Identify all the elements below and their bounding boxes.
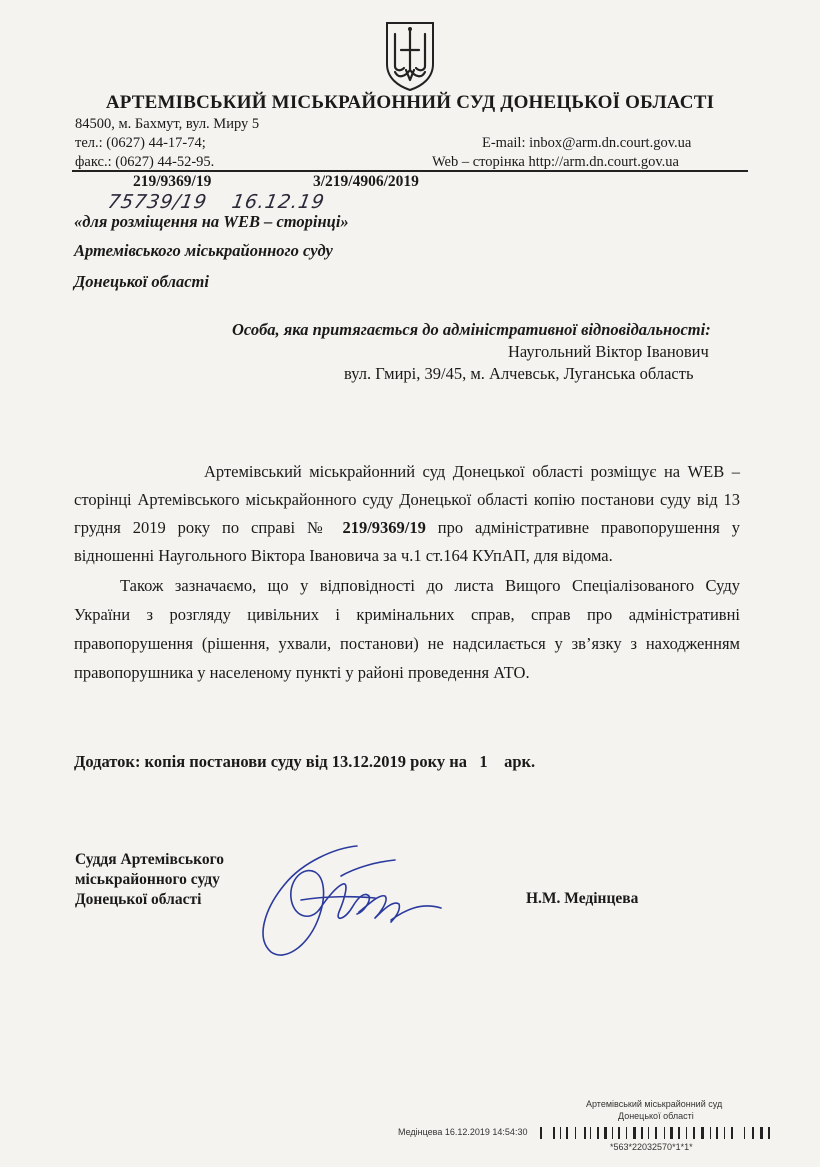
paragraph-1-line-2: сторінці Артемівського міськрайонного суду Донецької області копію постанови суду від 13 (74, 490, 740, 509)
stamp-court-line-2: Донецької області (618, 1111, 694, 1121)
case-number-inline: 219/9369/19 (342, 518, 426, 537)
court-website: Web – сторінка http://arm.dn.court.gov.ua (432, 154, 679, 170)
paragraph-1-line-3: грудня 2019 року по справі № 219/9369/19 про адміністративне правопорушення у (74, 518, 741, 537)
handwritten-registration-date: 16.12.19 (230, 191, 327, 213)
addressee-line-1: «для розміщення на WEB – сторінці» (74, 212, 349, 231)
person-name: Наугольний Віктор Іванович (508, 342, 709, 361)
paragraph-2-line-1: Також зазначаємо, що у відповідності до листа Вищого Спеціалізованого Суду (120, 576, 740, 595)
addressee-line-3: Донецької області (74, 272, 209, 291)
paragraph-2-line-2: України з розгляду цивільних і кримінальних справ, справ про адміністративні (74, 605, 740, 624)
person-label: Особа, яка притягається до адміністративної відповідальності: (232, 320, 711, 339)
barcode-text: *563*22032570*1*1* (610, 1142, 693, 1152)
judge-signature (245, 838, 445, 962)
header-divider (72, 170, 748, 172)
court-phone: тел.: (0627) 44-17-74; (75, 135, 206, 151)
court-name: АРТЕМІВСЬКИЙ МІСЬКРАЙОННИЙ СУД ДОНЕЦЬКОЇ ОБЛАСТІ (105, 92, 715, 113)
court-fax: факс.: (0627) 44-52-95. (75, 154, 215, 170)
handwritten-registration-number: 75739/19 (106, 191, 209, 213)
addressee-line-2: Артемівського міськрайонного суду (74, 241, 333, 260)
signer-name: Н.М. Медінцева (526, 890, 639, 907)
court-email: E-mail: inbox@arm.dn.court.gov.ua (482, 135, 692, 151)
case-number: 219/9369/19 (133, 173, 212, 190)
judge-title-line-1: Суддя Артемівського (75, 851, 225, 868)
paragraph-2-line-4: правопорушника у населеному пункті у районі проведення АТО. (74, 663, 530, 682)
person-address: вул. Гмирі, 39/45, м. Алчевськ, Луганська область (344, 364, 694, 383)
judge-title-line-2: міськрайонного суду (75, 871, 220, 888)
judge-title-line-3: Донецької області (75, 891, 202, 908)
outgoing-number: 3/219/4906/2019 (313, 173, 419, 190)
registrar-timestamp: Медінцева 16.12.2019 14:54:30 (398, 1127, 528, 1137)
attachment-note: Додаток: копія постанови суду від 13.12.2019 року на 1 арк. (74, 752, 536, 771)
court-address: 84500, м. Бахмут, вул. Миру 5 (75, 116, 260, 132)
stamp-court-line-1: Артемівський міськрайонний суд (586, 1099, 723, 1109)
paragraph-1-line-4: відношенні Наугольного Віктора Івановича за ч.1 ст.164 КУпАП, для відома. (74, 546, 613, 565)
paragraph-1-line-1: Артемівський міськрайонний суд Донецької області розміщує на WEB – (204, 462, 740, 481)
paragraph-2-line-3: правопорушення (рішення, ухвали, постанови) не надсилається у зв’язку з находженням (74, 634, 740, 653)
coat-of-arms-icon (384, 20, 436, 92)
